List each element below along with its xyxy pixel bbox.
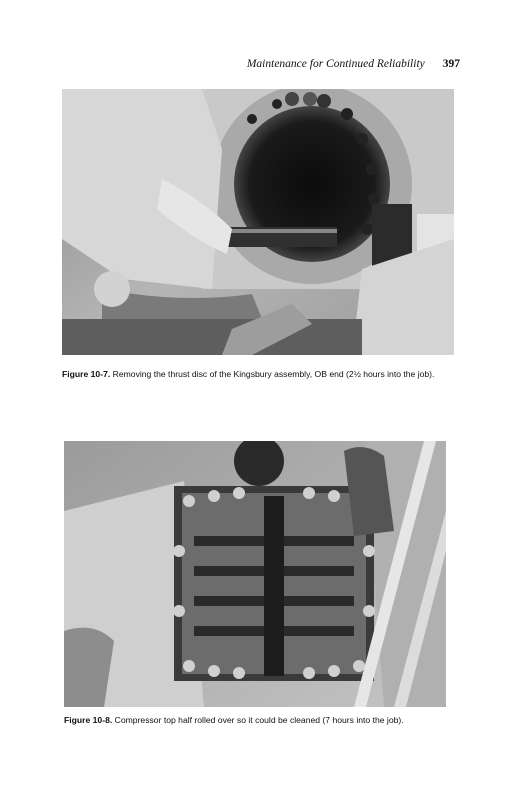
figure-caption [62, 369, 456, 380]
running-title: Maintenance for Continued Reliability [246, 58, 425, 70]
thrust-disc-removal-photo [62, 89, 454, 355]
page-number: 397 [442, 58, 460, 70]
figure-caption [64, 715, 458, 726]
figure-label: Figure 10-7. [62, 369, 111, 379]
figure-label: Figure 10-8. [64, 715, 113, 725]
figure-caption-text: Compressor top half rolled over so it could be cleaned (7 hours into the job). [114, 715, 404, 725]
figure-caption-text: Removing the thrust disc of the Kingsbury assembly, OB end (2½ hours into the job). [112, 369, 435, 379]
running-header [230, 58, 460, 74]
compressor-top-half-photo [64, 441, 446, 707]
